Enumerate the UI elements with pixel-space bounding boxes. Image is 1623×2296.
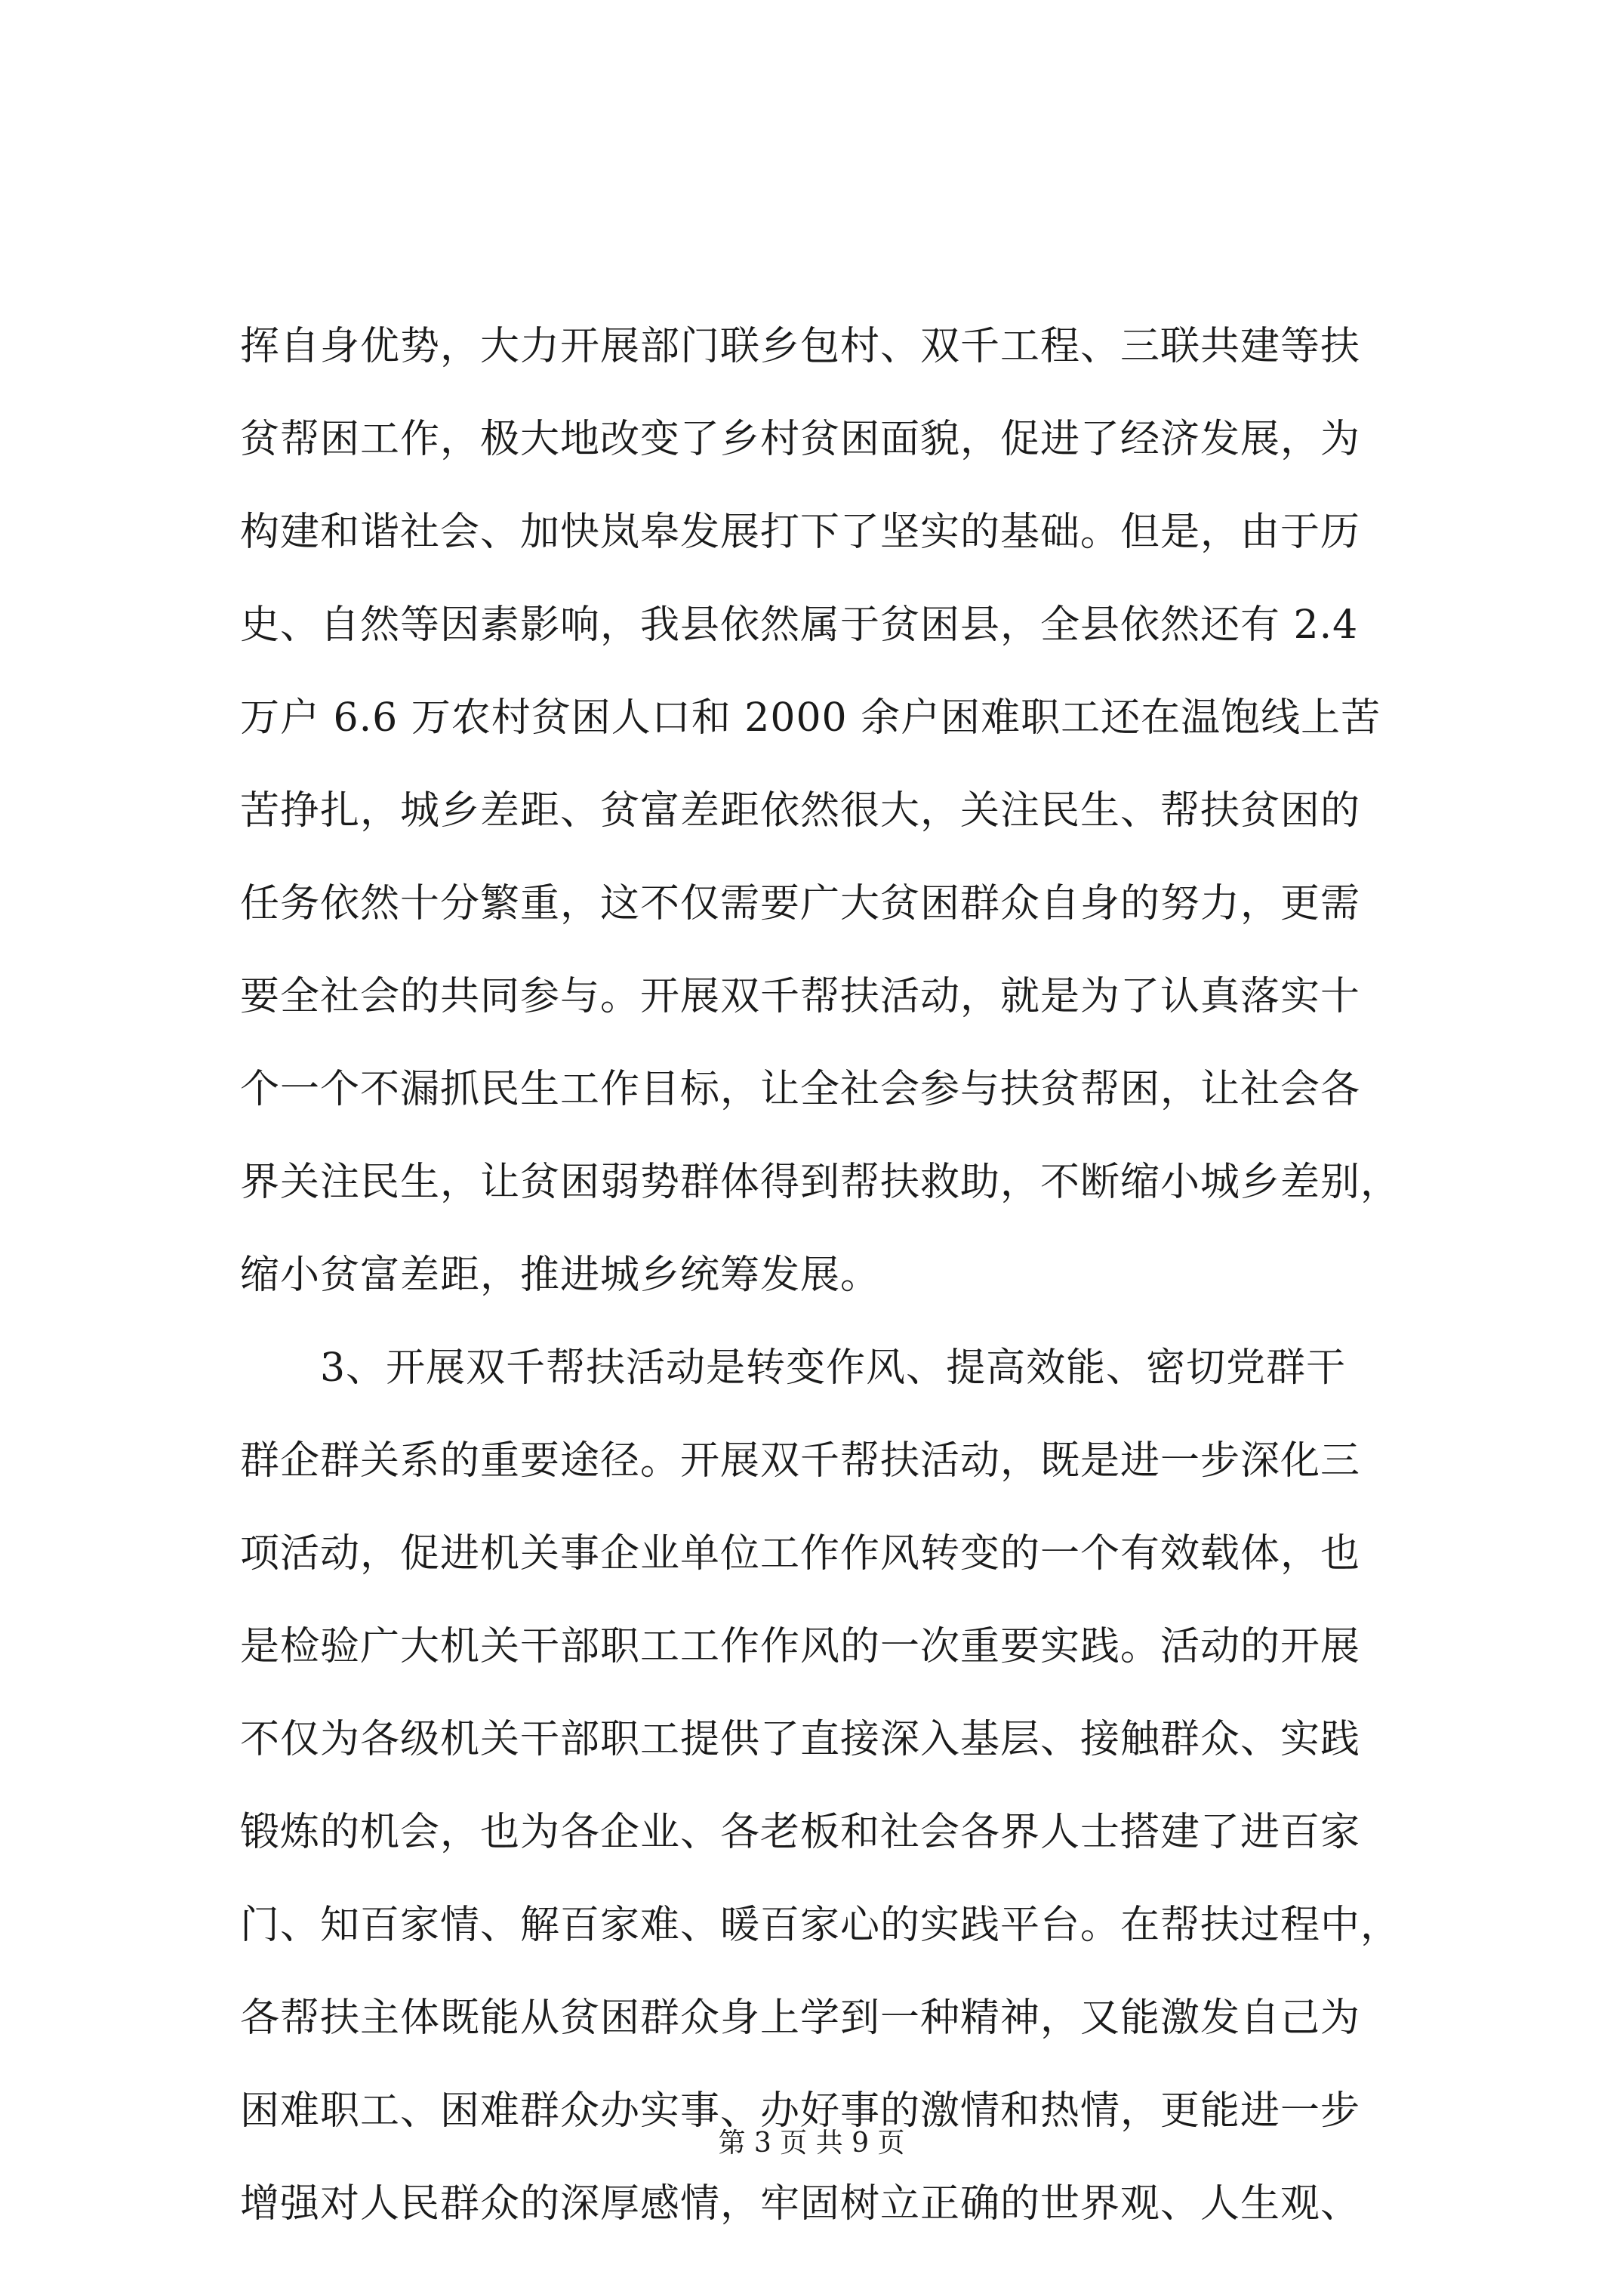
page-number-footer: 第 3 页 共 9 页 (718, 2128, 905, 2159)
text-line: 是检验广大机关干部职工工作作风的一次重要实践。活动的开展 (240, 1624, 1361, 1669)
text-line: 困难职工、困难群众办实事、办好事的激情和热情，更能进一步 (240, 2088, 1361, 2134)
text-line: 任务依然十分繁重，这不仅需要广大贫困群众自身的努力，更需 (240, 881, 1361, 926)
text-line: 苦挣扎，城乡差距、贫富差距依然很大，关注民生、帮扶贫困的 (240, 788, 1361, 834)
text-line: 增强对人民群众的深厚感情，牢固树立正确的世界观、人生观、 (240, 2181, 1361, 2227)
text-line: 个一个不漏抓民生工作目标，让全社会参与扶贫帮困，让社会各 (240, 1067, 1361, 1112)
text-line: 项活动，促进机关事企业单位工作作风转变的一个有效载体，也 (240, 1531, 1361, 1576)
text-line: 门、知百家情、解百家难、暖百家心的实践平台。在帮扶过程中， (240, 1903, 1401, 1948)
text-line: 各帮扶主体既能从贫困群众身上学到一种精神，又能激发自己为 (240, 1996, 1361, 2041)
text-line: 缩小贫富差距，推进城乡统筹发展。 (240, 1253, 881, 1298)
text-line: 不仅为各级机关干部职工提供了直接深入基层、接触群众、实践 (240, 1717, 1361, 1762)
text-line: 挥自身优势，大力开展部门联乡包村、双千工程、三联共建等扶 (240, 324, 1361, 369)
text-line: 要全社会的共同参与。开展双千帮扶活动，就是为了认真落实十 (240, 974, 1361, 1019)
text-line: 界关注民生，让贫困弱势群体得到帮扶救助，不断缩小城乡差别， (240, 1160, 1401, 1205)
text-line: 贫帮困工作，极大地改变了乡村贫困面貌，促进了经济发展，为 (240, 417, 1361, 462)
text-line: 锻炼的机会，也为各企业、各老板和社会各界人士搭建了进百家 (240, 1810, 1361, 1855)
text-line: 3、开展双千帮扶活动是转变作风、提高效能、密切党群干 (240, 1345, 1347, 1391)
text-line: 史、自然等因素影响，我县依然属于贫困县，全县依然还有 2.4 (240, 603, 1359, 648)
text-line: 构建和谐社会、加快岚皋发展打下了坚实的基础。但是，由于历 (240, 510, 1361, 555)
text-line: 万户 6.6 万农村贫困人口和 2000 余户困难职工还在温饱线上苦 (240, 695, 1381, 741)
body-text (240, 300, 1418, 2251)
text-line: 群企群关系的重要途径。开展双千帮扶活动，既是进一步深化三 (240, 1438, 1361, 1484)
